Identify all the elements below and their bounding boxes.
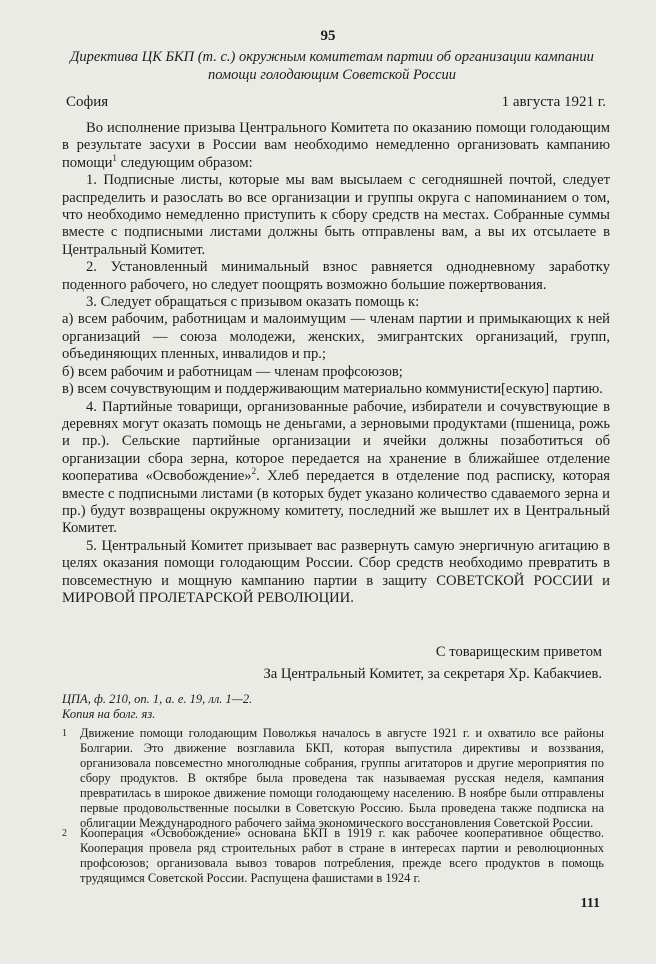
- footnote-1: [62, 726, 604, 831]
- footnote-2-text: Кооперация «Освобождение» основана БКП в 1919 г. как рабочее кооперативное общество. Кооперация провела ряд строительных работ в стране в интересах партии и революционных профсоюзов; организовала вывоз товаров потребления, прежде всего продуктов в помощь трудящимся Советской России. Распущена фашистами в 1924 г.: [80, 826, 604, 885]
- footnote-2-mark: 2: [62, 828, 67, 839]
- place: София: [66, 94, 109, 110]
- item-3b: б) всем рабочим и работницам — членам профсоюзов;: [62, 363, 403, 380]
- signature: За Центральный Комитет, за секретаря Хр. Кабакчиев.: [263, 666, 602, 682]
- footnote-1-mark: 1: [62, 728, 67, 739]
- archive-reference: ЦПА, ф. 210, оп. 1, а. е. 19, лл. 1—2.: [62, 692, 253, 706]
- top-page-number: 95: [320, 28, 336, 44]
- footnote-ref-1: 1: [112, 152, 117, 163]
- intro-paragraph: Во исполнение призыва Центрального Комитета по оказанию помощи голодающим в результате засухи в России вам необходимо немедленно организовать кампанию помощи$^1$ следующим образом:: [62, 120, 610, 171]
- directive-body: [62, 120, 610, 607]
- item-3: 3. Следует обращаться с призывом оказать помощь к:: [86, 294, 420, 311]
- item-4: 4. Партийные товарищи, организованные рабочие, избиратели и сочувствующие в деревнях могут оказать помощь не деньгами, а зерновыми продуктами (пшеница, рожь и пр.). Сельские партийные организации и ячейки должны позаботиться об организации сбора зерна, которое передается на хранение в ближайшее отделение кооператива «Освобождение»$^2$. Хлеб передается в отделение под расписку, которая вместе с подписными листами (в которых будет указано количество сдаваемого зерна и пр.) будут возвращены окружному комитету, последний же вышлет их в Центральный Комитет.: [62, 398, 610, 537]
- footnote-ref-2: 2: [251, 466, 257, 477]
- footnote-2: [62, 826, 604, 886]
- item-2: 2. Установленный минимальный взнос равняется однодневному заработку поденного рабочего, но следует поощрять возможно большие пожертвования.: [62, 259, 610, 293]
- language-note: Копия на болг. яз.: [62, 707, 156, 721]
- item-3c: в) всем сочувствующим и поддерживающим материально коммунисти[ескую] партию.: [62, 381, 603, 398]
- date: 1 августа 1921 г.: [501, 94, 606, 110]
- item-3a: а) всем рабочим, работницам и малоимущим — членам партии и примыкающих к ней организаций — союза молодежи, женских, эмигрантских организаций, групп, объединяющих пленных, инвалидов и пр.;: [62, 311, 610, 363]
- footnote-1-text: Движение помощи голодающим Поволжья началось в августе 1921 г. и охватило все районы Болгарии. Это движение возглавила БКП, которая выпустила директивы и воззвания, организовала повсеместно многолюдные собрания, группы агитаторов и другие мероприятия по сбору продуктов. В октябре была проведена так называемая русская неделя, кампания превратилась в широкое движение помощи голодающему населению. В ноябре были отправлены первые продовольственные посылки в Советскую Россию. Была проведена также подписка на облигации Международного рабочего займа экономического восстановления Советской России.: [80, 726, 604, 830]
- item-5: 5. Центральный Комитет призывает вас развернуть самую энергичную агитацию в целях оказания помощи голодающим России. Сбор средств необходимо превратить в повсеместную и мощную кампанию партии в защиту СОВЕТСКОЙ РОССИИ и МИРОВОЙ ПРОЛЕТАРСКОЙ РЕВОЛЮЦИИ.: [62, 537, 610, 606]
- item-1: 1. Подписные листы, которые мы вам высылаем с сегодняшней почтой, следует распределить и разослать во все организации и группы округа с напоминанием о том, что необходимо немедленно приступить к сбору средств на местах. Собранные суммы вместе с подписными листами должны быть отправлены вам, а вы их отсылаете в Центральный Комитет.: [62, 172, 610, 258]
- archive-reference-block: [62, 692, 602, 722]
- place-date-line: [66, 94, 606, 111]
- greeting: С товарищеским приветом: [435, 644, 602, 660]
- bottom-page-number: 111: [580, 896, 600, 911]
- document-heading: Директива ЦК БКП (т. с.) окружным комитетам партии об организации кампании помощи голодающим Советской России: [70, 49, 594, 83]
